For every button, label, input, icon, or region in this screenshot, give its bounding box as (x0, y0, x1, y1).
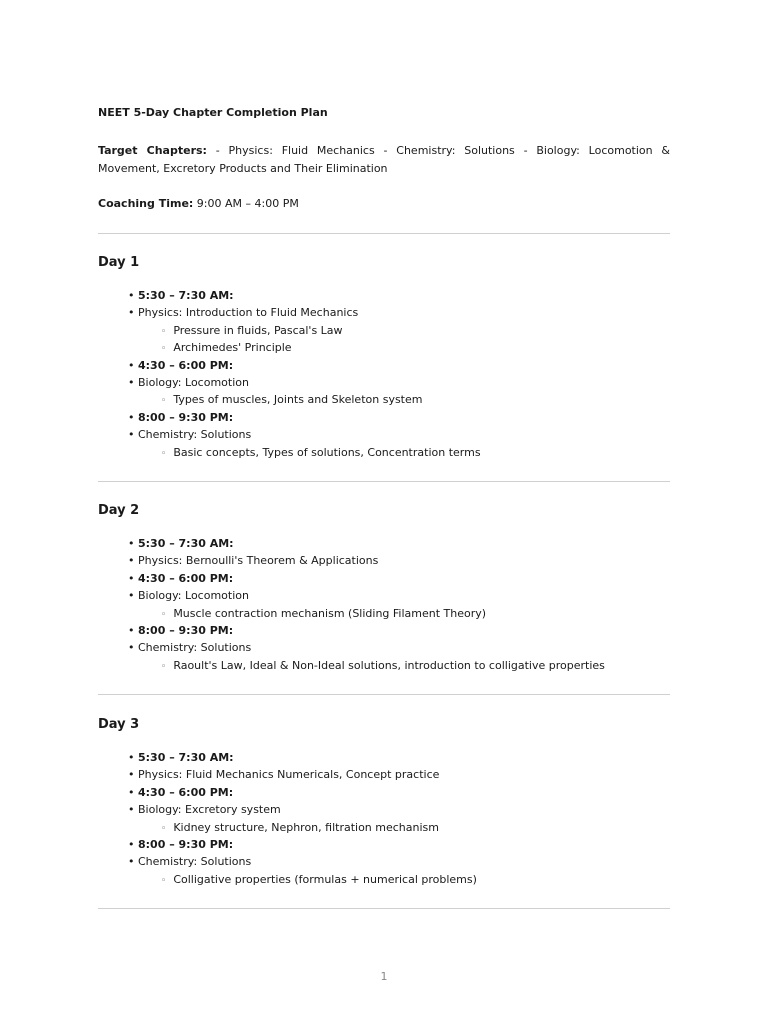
bullet-icon: • (128, 751, 135, 764)
item-text: Chemistry: Solutions (138, 641, 252, 655)
bullet-icon: • (128, 358, 135, 372)
sub-list-item (128, 657, 670, 674)
day-1-heading: Day 1 (98, 255, 140, 270)
time-slot (128, 287, 670, 304)
bullet-icon: • (128, 306, 135, 320)
list-item (128, 304, 670, 321)
time-slot (128, 409, 670, 426)
circle-bullet-icon: ◦ (161, 344, 167, 355)
target-chapters (98, 142, 670, 178)
target-chapters-text: - Physics: Fluid Mechanics - Chemistry: Solutions - Biology: Locomotion & Movement, Excretory Products and Their Elimination (98, 144, 670, 175)
time-slot (128, 622, 670, 639)
day-1-list (128, 287, 670, 461)
divider (98, 694, 670, 695)
time-slot (128, 836, 670, 853)
item-text: 5:30 – 7:30 AM: (138, 289, 234, 302)
day-2-list (128, 535, 670, 674)
circle-bullet-icon: ◦ (161, 875, 167, 886)
divider (98, 908, 670, 909)
page-number: 1 (380, 970, 388, 983)
bullet-icon: • (128, 571, 135, 585)
item-text: 8:00 – 9:30 PM: (138, 837, 234, 851)
coaching-time-label: Coaching Time: (98, 197, 194, 210)
item-text: Biology: Locomotion (138, 375, 249, 389)
sub-list-item (128, 391, 670, 408)
item-text: Chemistry: Solutions (138, 428, 252, 442)
item-text: 8:00 – 9:30 PM: (138, 623, 234, 637)
divider (98, 233, 670, 234)
item-text: Physics: Introduction to Fluid Mechanics (138, 306, 359, 320)
bullet-icon: • (128, 837, 135, 851)
list-item (128, 853, 670, 870)
time-slot (128, 570, 670, 587)
item-text: 4:30 – 6:00 PM: (138, 571, 234, 585)
sub-list-item (128, 871, 670, 888)
sub-list-item (128, 444, 670, 461)
item-text: Types of muscles, Joints and Skeleton system (173, 393, 423, 407)
coaching-time-text: 9:00 AM – 4:00 PM (193, 197, 299, 210)
item-text: 5:30 – 7:30 AM: (138, 537, 234, 550)
item-text: 8:00 – 9:30 PM: (138, 410, 234, 424)
time-slot (128, 749, 670, 766)
bullet-icon: • (128, 803, 135, 817)
sub-list-item (128, 322, 670, 339)
day-3-list (128, 749, 670, 888)
target-chapters-label: Target Chapters: (98, 144, 207, 157)
bullet-icon: • (128, 623, 135, 637)
sub-list-item (128, 605, 670, 622)
item-text: Pressure in fluids, Pascal's Law (173, 323, 343, 337)
circle-bullet-icon: ◦ (161, 326, 167, 337)
circle-bullet-icon: ◦ (161, 396, 167, 407)
circle-bullet-icon: ◦ (161, 448, 167, 459)
sub-list-item (128, 339, 670, 356)
circle-bullet-icon: ◦ (161, 609, 167, 620)
item-text: 4:30 – 6:00 PM: (138, 785, 234, 799)
bullet-icon: • (128, 855, 135, 869)
item-text: 5:30 – 7:30 AM: (138, 751, 234, 764)
circle-bullet-icon: ◦ (161, 661, 167, 672)
list-item (128, 587, 670, 604)
coaching-time (98, 197, 299, 210)
item-text: Biology: Excretory system (138, 803, 281, 817)
item-text: Colligative properties (formulas + numerical problems) (173, 872, 477, 886)
item-text: 4:30 – 6:00 PM: (138, 358, 234, 372)
item-text: Basic concepts, Types of solutions, Concentration terms (173, 445, 481, 459)
item-text: Physics: Bernoulli's Theorem & Applications (138, 554, 379, 568)
time-slot (128, 535, 670, 552)
item-text: Biology: Locomotion (138, 589, 249, 603)
sub-list-item (128, 819, 670, 836)
item-text: Muscle contraction mechanism (Sliding Filament Theory) (173, 606, 487, 620)
bullet-icon: • (128, 641, 135, 655)
item-text: Raoult's Law, Ideal & Non-Ideal solutions, introduction to colligative properties (173, 658, 605, 672)
time-slot (128, 357, 670, 374)
item-text: Kidney structure, Nephron, filtration mechanism (173, 820, 439, 834)
item-text: Chemistry: Solutions (138, 855, 252, 869)
bullet-icon: • (128, 554, 135, 568)
bullet-icon: • (128, 428, 135, 442)
list-item (128, 374, 670, 391)
list-item (128, 639, 670, 656)
divider (98, 481, 670, 482)
bullet-icon: • (128, 589, 135, 603)
document-title: NEET 5-Day Chapter Completion Plan (98, 106, 328, 119)
item-text: Physics: Fluid Mechanics Numericals, Concept practice (138, 768, 440, 782)
bullet-icon: • (128, 768, 135, 782)
bullet-icon: • (128, 537, 135, 550)
day-3-heading: Day 3 (98, 717, 140, 732)
bullet-icon: • (128, 375, 135, 389)
item-text: Archimedes' Principle (173, 341, 292, 355)
bullet-icon: • (128, 785, 135, 799)
list-item (128, 801, 670, 818)
list-item (128, 552, 670, 569)
day-2-heading: Day 2 (98, 503, 140, 518)
bullet-icon: • (128, 410, 135, 424)
circle-bullet-icon: ◦ (161, 823, 167, 834)
time-slot (128, 784, 670, 801)
list-item (128, 766, 670, 783)
list-item (128, 426, 670, 443)
bullet-icon: • (128, 289, 135, 302)
